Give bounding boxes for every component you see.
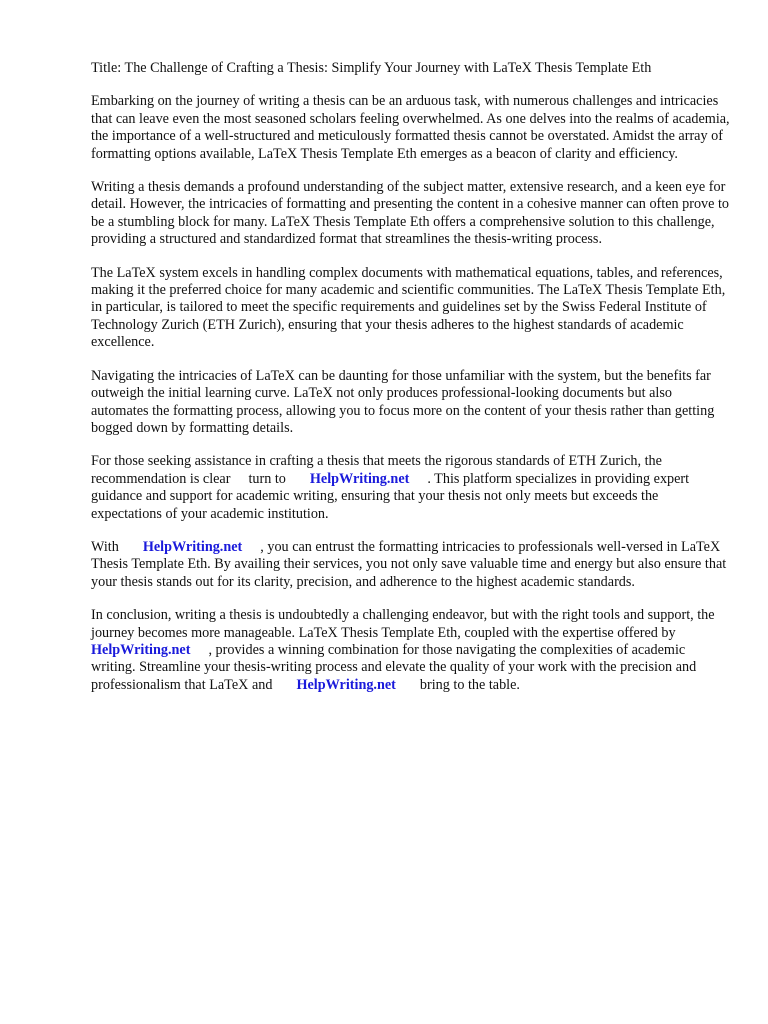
recommendation-text-after: . This platform specializes in providing expert guidance and support for academic writing, ensuring that your thesis not only meets but exceeds the expectations of your academic institution. (91, 470, 690, 522)
recommendation-text-before: For those seeking assistance in crafting a thesis that meets the rigorous standards of ETH Zurich, the recommendation is clear (91, 453, 662, 487)
paragraph-conclusion (91, 607, 731, 694)
conclusion-text-after: bring to the table. (419, 676, 520, 693)
helpwriting-link[interactable]: HelpWriting.net (296, 676, 396, 693)
helpwriting-link[interactable]: HelpWriting.net (309, 470, 410, 487)
document-title: Title: The Challenge of Crafting a Thesis: Simplify Your Journey with LaTeX Thesis Template Eth (91, 60, 652, 76)
document-page (91, 60, 731, 710)
paragraph-with-helpwriting (91, 539, 731, 591)
paragraph-recommendation (91, 453, 731, 523)
recommendation-text-mid: turn to (248, 470, 286, 487)
paragraph-thesis-demands: Writing a thesis demands a profound understanding of the subject matter, extensive research, and a keen eye for detail. However, the intricacies of formatting and presenting the content in a cohesive manner can often prove to be a stumbling block for many. LaTeX Thesis Template Eth offers a comprehensive solution to this challenge, providing a structured and standardized format that streamlines the thesis-writing process. (91, 179, 730, 248)
paragraph-latex-system: The LaTeX system excels in handling complex documents with mathematical equations, tables, and references, making it the preferred choice for many academic and scientific communities. The LaTeX Thesis Template Eth, in particular, is tailored to meet the specific requirements and guidelines set by the Swiss Federal Institute of Technology Zurich (ETH Zurich), ensuring that your thesis adheres to the highest standards of academic excellence. (91, 264, 726, 351)
with-text-after: , you can entrust the formatting intricacies to professionals well-versed in LaTeX Thesis Template Eth. By availing their services, you not only save valuable time and energy but also ensure that your thesis stands out for its clarity, precision, and adherence to the highest academic standards. (91, 538, 727, 590)
conclusion-text-before: In conclusion, writing a thesis is undoubtedly a challenging endeavor, but with the right tools and support, the journey becomes more manageable. LaTeX Thesis Template Eth, coupled with the expertise offered by (91, 607, 715, 641)
with-text-before: With (91, 538, 119, 555)
helpwriting-link[interactable]: HelpWriting.net (91, 641, 191, 658)
paragraph-intro: Embarking on the journey of writing a thesis can be an arduous task, with numerous challenges and intricacies that can leave even the most seasoned scholars feeling overwhelmed. As one delves into the realms of academia, the importance of a well-structured and meticulously formatted thesis cannot be overstated. Amidst the array of formatting options available, LaTeX Thesis Template Eth emerges as a beacon of clarity and efficiency. (91, 93, 730, 162)
helpwriting-link[interactable]: HelpWriting.net (142, 538, 243, 555)
conclusion-text-mid: , provides a winning combination for those navigating the complexities of academic writing. Streamline your thesis-writing process and elevate the quality of your work with the precision and professionalism that LaTeX and (91, 641, 697, 693)
paragraph-navigating-latex: Navigating the intricacies of LaTeX can be daunting for those unfamiliar with the system, but the benefits far outweigh the initial learning curve. LaTeX not only produces professional-looking documents but also automates the formatting process, allowing you to focus more on the content of your thesis rather than getting bogged down by formatting details. (91, 367, 715, 436)
